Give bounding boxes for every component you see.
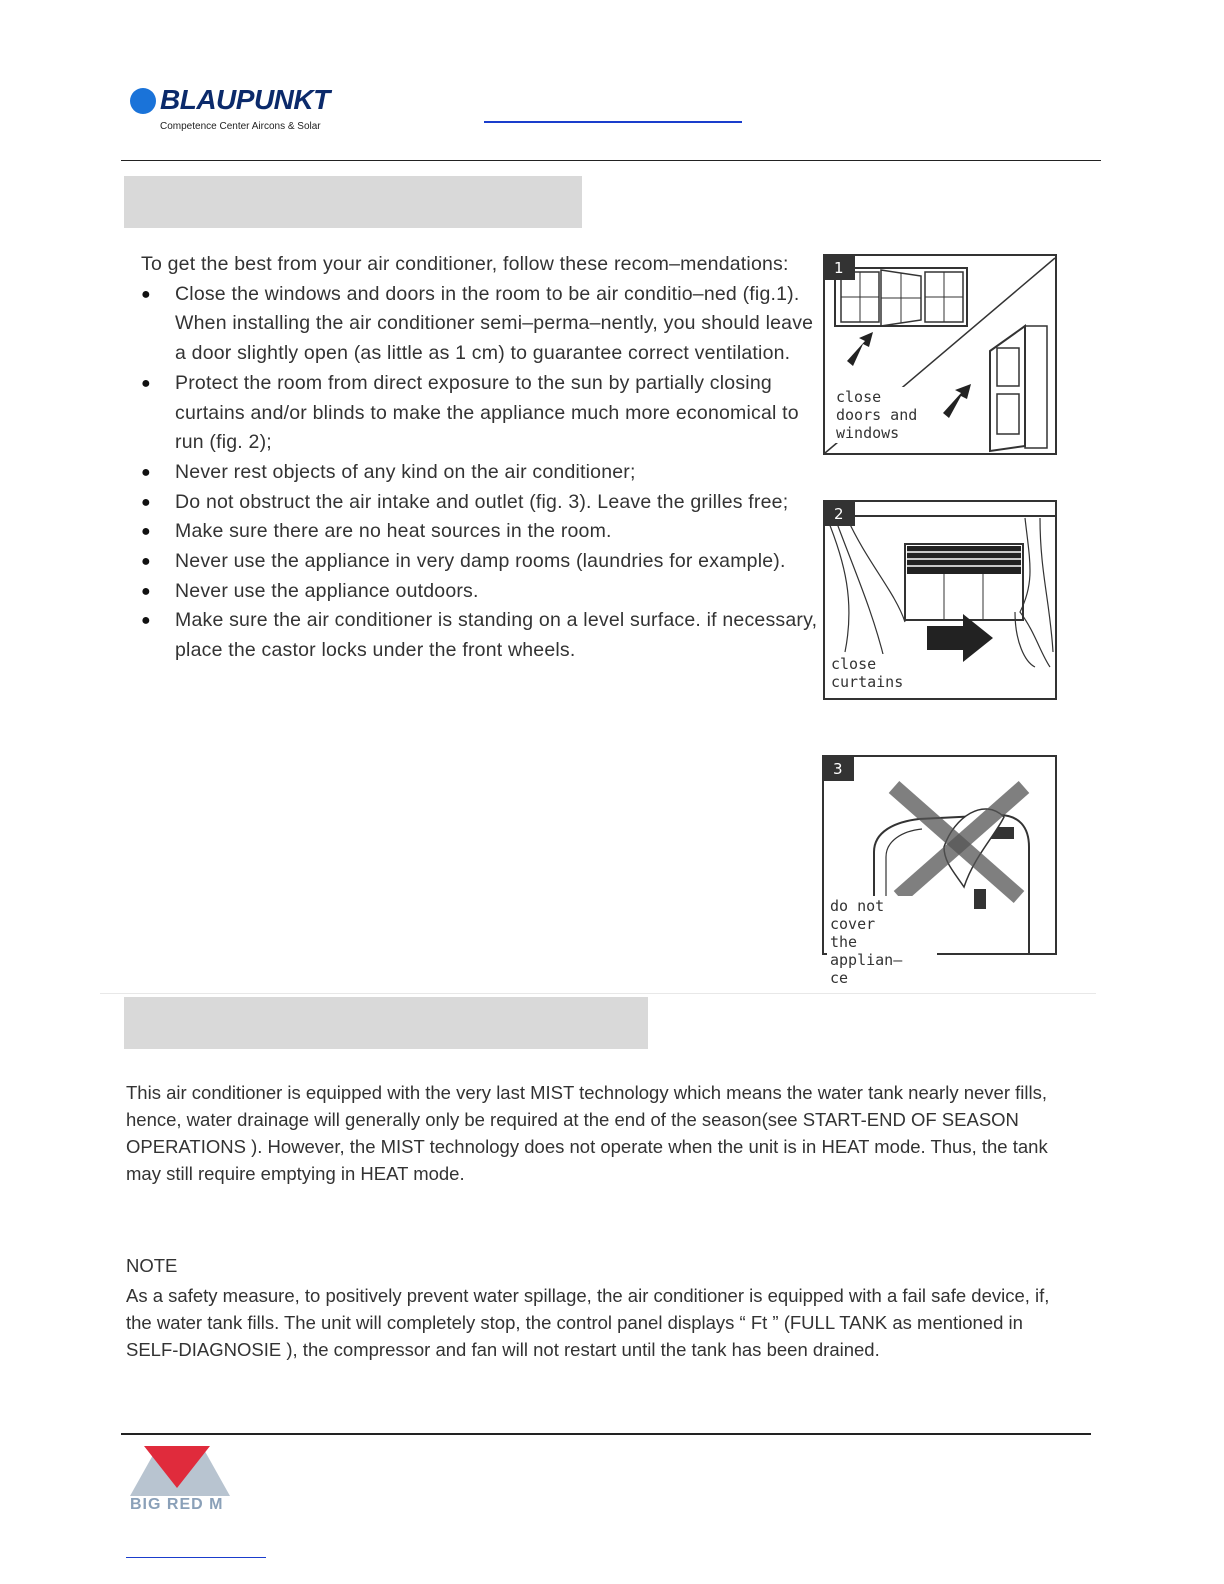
- bullet-icon: ●: [141, 285, 151, 303]
- section-divider: [100, 993, 1096, 994]
- figure-1: [823, 254, 1057, 455]
- header-link[interactable]: [484, 121, 742, 123]
- drainage-paragraph: This air conditioner is equipped with the very last MIST technology which means the water tank nearly never fills, hence, water drainage will generally only be required at the end of the season(see START-END OF SEASON OPERATIONS ). However, the MIST technology does not operate when the unit is in HEAT mode. Thus, the tank may still require emptying in HEAT mode.: [126, 1082, 1048, 1184]
- figure-3: [822, 755, 1057, 987]
- header-divider: [121, 160, 1101, 161]
- list-item: ● Never use the appliance in very damp rooms (laundries for example).: [141, 547, 821, 577]
- brand-logo: BLAUPUNKT: [160, 84, 330, 115]
- bullet-icon: ●: [141, 493, 151, 511]
- bullet-icon: ●: [141, 523, 151, 541]
- recommendations-intro: To get the best from your air conditioner, follow these recom–mendations:: [141, 253, 789, 275]
- bullet-icon: ●: [141, 553, 151, 571]
- footer-brand: BIG RED M: [130, 1496, 224, 1513]
- list-item: ● Close the windows and doors in the room to be air conditio–ned (fig.1). When installing the air conditioner semi–perma–nently, you should leave a door slightly open (as little as 1 cm) to guarantee correct ventilation.: [141, 280, 821, 369]
- brand-logo-dot: [130, 88, 156, 114]
- bullet-icon: ●: [141, 582, 151, 600]
- big-red-m-logo-icon: [130, 1446, 230, 1498]
- bullet-icon: ●: [141, 374, 151, 392]
- bullet-icon: ●: [141, 612, 151, 630]
- figure-number: 3: [824, 757, 854, 781]
- section-heading-bar: [124, 176, 582, 228]
- list-item: ● Never rest objects of any kind on the air conditioner;: [141, 458, 821, 488]
- brand-tagline: Competence Center Aircons & Solar: [160, 121, 321, 132]
- note-text: As a safety measure, to positively prevent water spillage, the air conditioner is equipped with a fail safe device, if, the water tank fills. The unit will completely stop, the control panel displays “ Ft ” (FULL TANK as mentioned in SELF-DIAGNOSIE ), the compressor and fan will not restart until the tank has been drained.: [126, 1285, 1050, 1360]
- figure-2: [823, 500, 1057, 700]
- footer-divider: [121, 1433, 1091, 1435]
- list-item: ● Make sure there are no heat sources in the room.: [141, 517, 821, 547]
- footer-link[interactable]: [126, 1557, 266, 1558]
- recommendations: [141, 250, 821, 666]
- figure-caption: close curtains: [828, 654, 926, 692]
- list-item: ● Never use the appliance outdoors.: [141, 577, 821, 607]
- note-title: NOTE: [126, 1255, 178, 1276]
- list-item: ● Protect the room from direct exposure to the sun by partially closing curtains and/or blinds to make the appliance much more economical to run (fig. 2);: [141, 369, 821, 458]
- section-heading-bar: [124, 997, 648, 1049]
- figure-number: 2: [825, 502, 855, 526]
- recommendations-list: [141, 280, 821, 666]
- list-item: ● Do not obstruct the air intake and outlet (fig. 3). Leave the grilles free;: [141, 488, 821, 518]
- figure-caption: do not cover the applian– ce: [827, 896, 937, 988]
- list-item: ● Make sure the air conditioner is standing on a level surface. if necessary, place the castor locks under the front wheels.: [141, 606, 821, 665]
- bullet-icon: ●: [141, 463, 151, 481]
- figure-number: 1: [825, 256, 855, 280]
- figure-caption: close doors and windows: [833, 387, 935, 443]
